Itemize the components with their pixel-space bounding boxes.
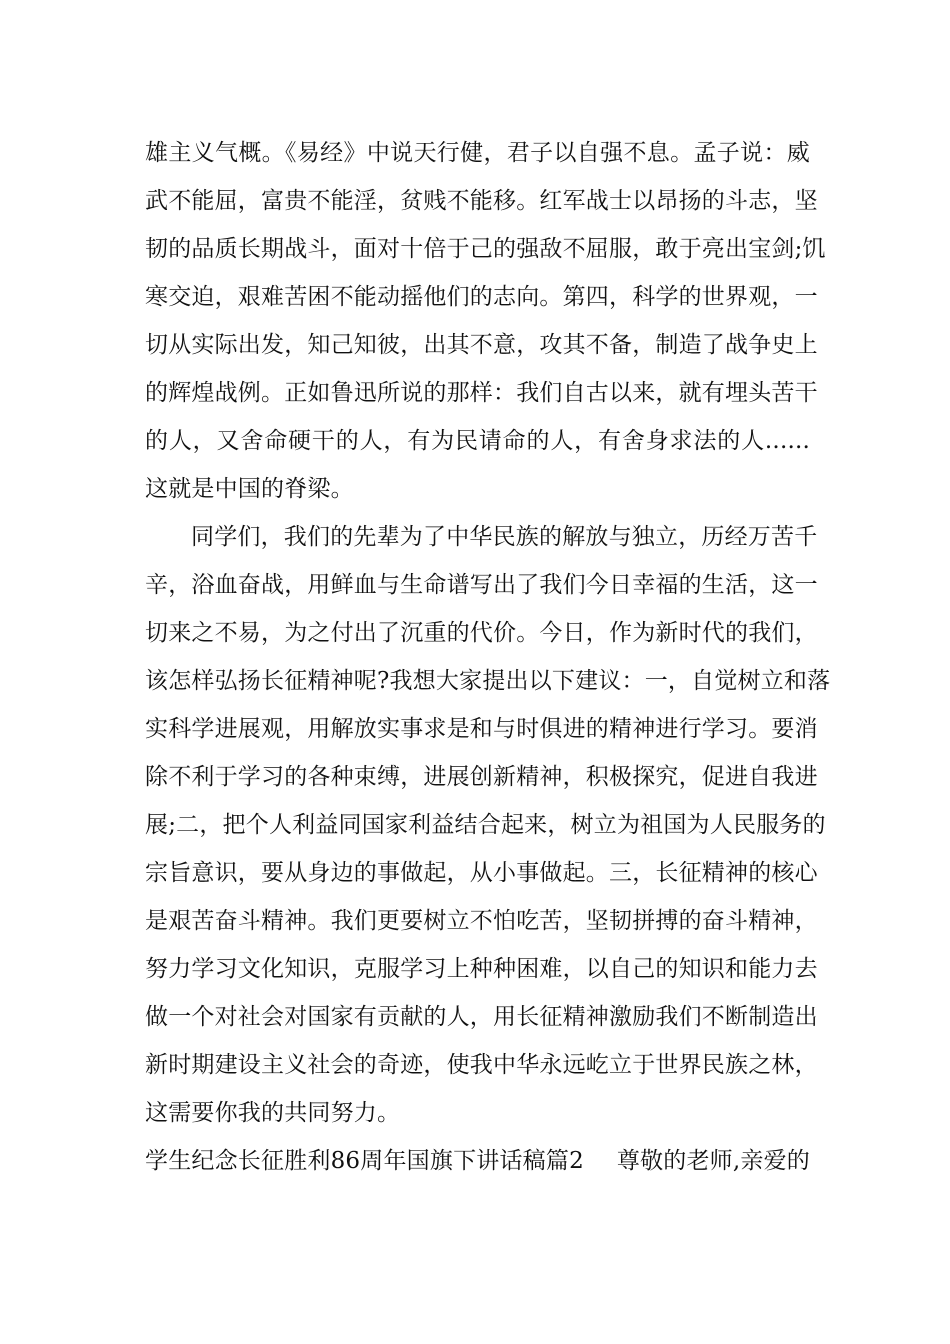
paragraph-line: 努力学习文化知识，克服学习上种种困难，以自己的知识和能力去 — [145, 956, 818, 982]
paragraph-line: 的人，又舍命硬干的人，有为民请命的人，有舍身求法的人...... — [145, 428, 810, 454]
paragraph-line: 寒交迫，艰难苦困不能动摇他们的志向。第四，科学的世界观，一 — [145, 284, 818, 310]
paragraph-line: 该怎样弘扬长征精神呢?我想大家提出以下建议：一，自觉树立和落 — [145, 668, 831, 694]
paragraph-line: 切从实际出发，知己知彼，出其不意，攻其不备，制造了战争史上 — [145, 332, 818, 358]
paragraph-line: 做一个对社会对国家有贡献的人，用长征精神激励我们不断制造出 — [145, 1004, 818, 1030]
greeting-text: 尊敬的老师,亲爱的 — [616, 1148, 810, 1174]
paragraph-line: 是艰苦奋斗精神。我们更要树立不怕吃苦，坚韧拼搏的奋斗精神， — [145, 908, 818, 934]
paragraph-line: 的辉煌战例。正如鲁迅所说的那样：我们自古以来，就有埋头苦干 — [145, 380, 818, 406]
paragraph-line: 辛，浴血奋战，用鲜血与生命谱写出了我们今日幸福的生活，这一 — [145, 572, 818, 598]
paragraph-line: 切来之不易，为之付出了沉重的代价。今日，作为新时代的我们， — [145, 620, 818, 646]
paragraph-line: 宗旨意识，要从身边的事做起，从小事做起。三，长征精神的核心 — [145, 860, 818, 886]
paragraph-line: 这就是中国的脊梁。 — [145, 476, 354, 502]
greeting-line — [145, 1146, 810, 1176]
paragraph-line: 新时期建设主义社会的奇迹，使我中华永远屹立于世界民族之林， — [145, 1052, 818, 1078]
paragraph-line: 武不能屈，富贵不能淫，贫贱不能移。红军战士以昂扬的斗志，坚 — [145, 188, 818, 214]
paragraph-line: 展;二，把个人利益同国家利益结合起来，树立为祖国为人民服务的 — [145, 812, 826, 838]
section-title: 学生纪念长征胜利86周年国旗下讲话稿篇2 — [145, 1148, 584, 1174]
paragraph-line: 除不利于学习的各种束缚，进展创新精神，积极探究，促进自我进 — [145, 764, 818, 790]
paragraph-line: 这需要你我的共同努力。 — [145, 1100, 401, 1126]
paragraph-first-line: 同学们，我们的先辈为了中华民族的解放与独立，历经万苦千 — [191, 524, 818, 550]
paragraph-line: 韧的品质长期战斗，面对十倍于己的强敌不屈服，敢于亮出宝剑;饥 — [145, 236, 826, 262]
paragraph-line: 实科学进展观，用解放实事求是和与时俱进的精神进行学习。要消 — [145, 716, 818, 742]
paragraph-line: 雄主义气概。《易经》中说天行健，君子以自强不息。孟子说：威 — [145, 140, 810, 166]
